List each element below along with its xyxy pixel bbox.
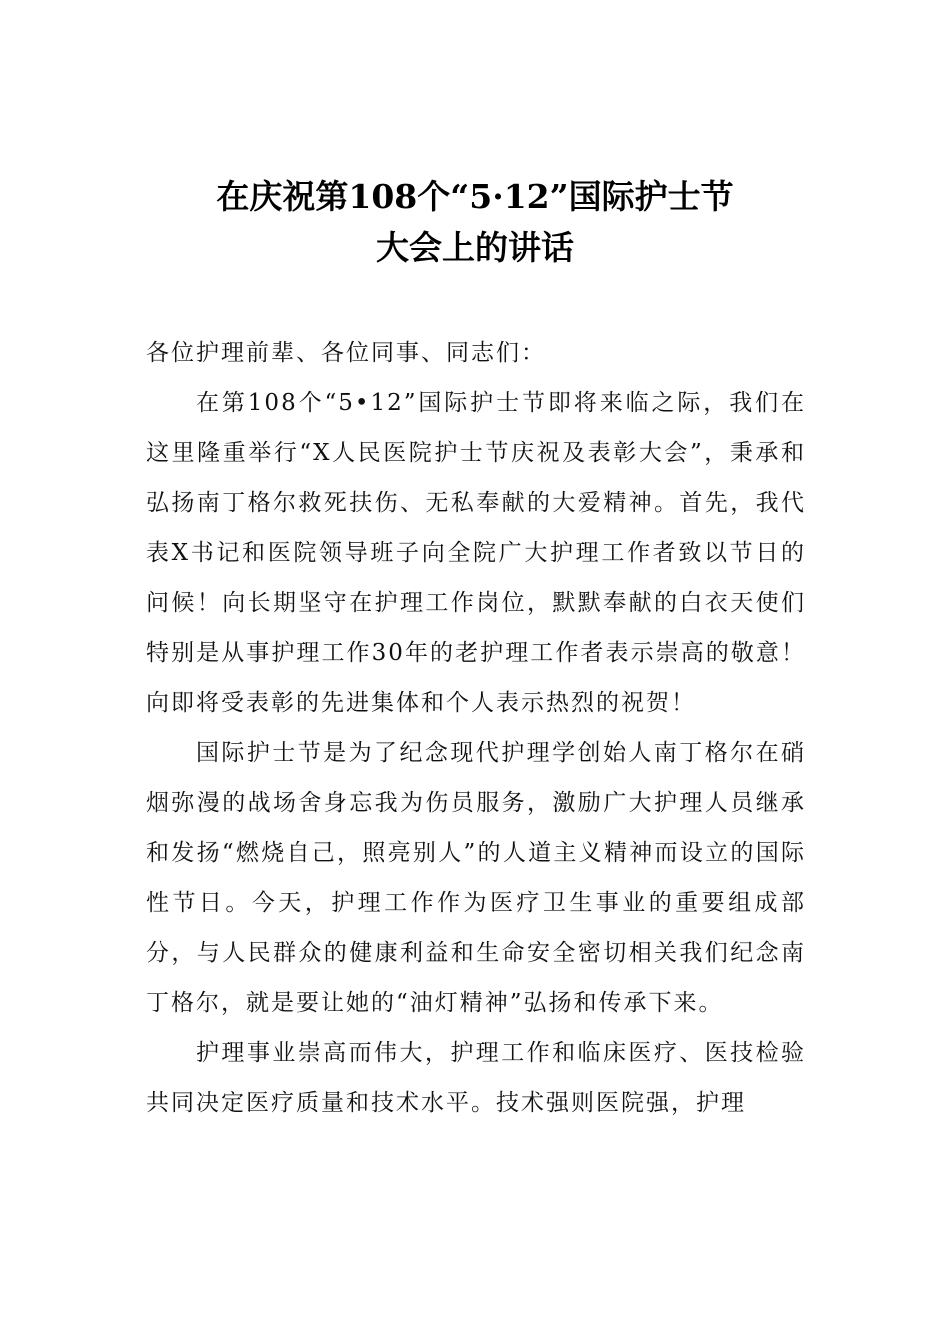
paragraph-2: 国际护士节是为了纪念现代护理学创始人南丁格尔在硝烟弥漫的战场舍身忘我为伤员服务，激励广大护理人员继承和发扬“燃烧自己，照亮别人”的人道主义精神而设立的国际性节日。今天，护理工作作为医疗卫生事业的重要组成部分，与人民群众的健康利益和生命安全密切相关我们纪念南丁格尔，就是要让她的“油灯精神”弘扬和传承下来。 [146, 740, 806, 1016]
document-body [146, 328, 806, 1128]
document-title-line-1: 在庆祝第108个“5·12”国际护士节 [216, 177, 734, 216]
paragraph-3: 护理事业崇高而伟大，护理工作和临床医疗、医技检验共同决定医疗质量和技术水平。技术强则医院强，护理 [146, 1040, 806, 1116]
paragraph-1: 在第108个“5•12”国际护士节即将来临之际，我们在这里隆重举行“X人民医院护士节庆祝及表彰大会”，秉承和弘扬南丁格尔救死扶伤、无私奉献的大爱精神。首先，我代表X书记和医院领导班子向全院广大护理工作者致以节日的问候！向长期坚守在护理工作岗位，默默奉献的白衣天使们特别是从事护理工作30年的老护理工作者表示崇高的敬意！向即将受表彰的先进集体和个人表示热烈的祝贺！ [146, 390, 806, 716]
document-title-line-2: 大会上的讲话 [376, 228, 574, 267]
salutation: 各位护理前辈、各位同事、同志们： [146, 340, 546, 366]
